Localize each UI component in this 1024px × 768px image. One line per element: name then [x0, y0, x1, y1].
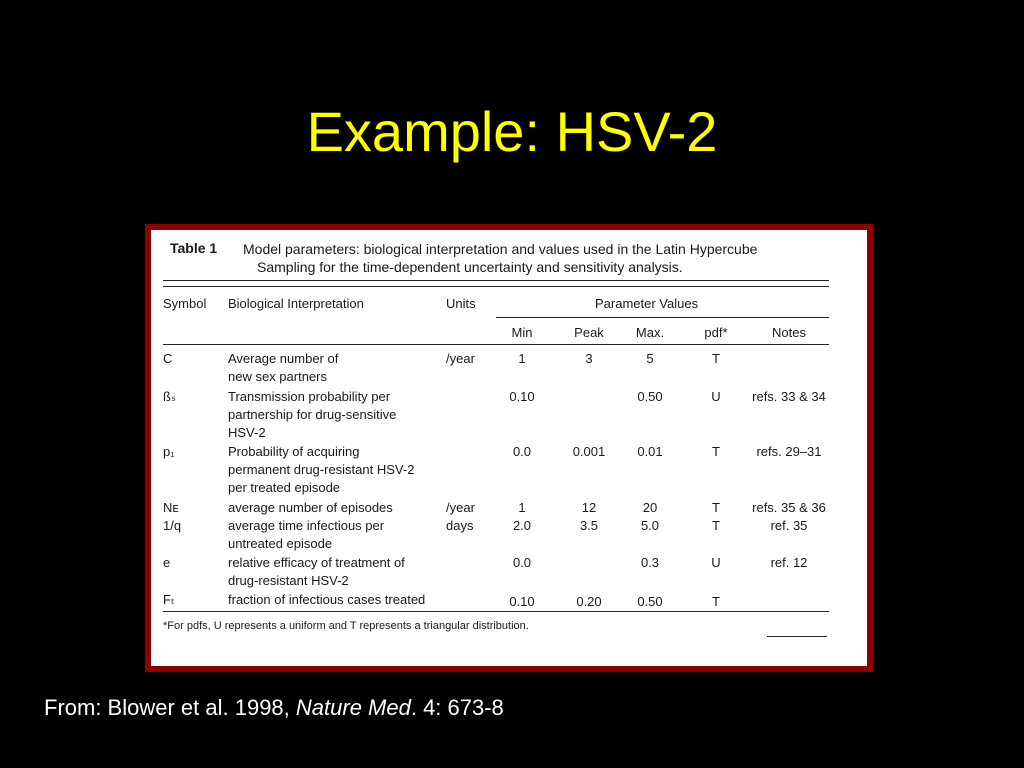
row-bs-max: 0.50: [637, 389, 663, 404]
source-prefix: From: Blower et al. 1998,: [44, 695, 296, 720]
slide-title: Example: HSV-2: [306, 100, 718, 163]
row-e-interp: drug-resistant HSV-2: [228, 573, 349, 588]
row-q-peak: 3.5: [579, 518, 599, 533]
row-ft-pdf: T: [712, 594, 720, 609]
header-peak: Peak: [574, 325, 604, 340]
row-e-symbol: e: [163, 555, 171, 570]
row-ft-peak: 0.20: [576, 594, 602, 609]
row-p1-min: 0.0: [512, 444, 532, 459]
row-bs-interp: partnership for drug-sensitive: [228, 407, 397, 422]
row-ne-notes: refs. 35 & 36: [752, 500, 826, 515]
row-c-max: 5: [646, 351, 654, 366]
row-ne-min: 1: [518, 500, 526, 515]
row-q-notes: ref. 35: [770, 518, 808, 533]
header-pdf: pdf*: [704, 325, 728, 340]
rule-top-2: [163, 286, 829, 287]
row-bs-pdf: U: [711, 389, 721, 404]
rule-footnote: [767, 636, 827, 637]
row-q-symbol: 1/q: [163, 518, 182, 533]
row-c-peak: 3: [585, 351, 593, 366]
row-bs-interp: Transmission probability per: [228, 389, 391, 404]
row-ft-min: 0.10: [509, 594, 535, 609]
rule-top: [163, 280, 829, 281]
row-c-units: /year: [446, 351, 475, 366]
header-symbol: Symbol: [163, 296, 207, 311]
table-image-frame: [145, 224, 873, 672]
row-ne-symbol: Nᴇ: [163, 500, 179, 515]
rule-header-bottom: [163, 344, 829, 345]
row-q-units: days: [446, 518, 474, 533]
row-ft-interp: fraction of infectious cases treated: [228, 592, 426, 607]
row-bs-notes: refs. 33 & 34: [752, 389, 826, 404]
row-ne-pdf: T: [712, 500, 720, 515]
header-interpretation: Biological Interpretation: [228, 296, 364, 311]
header-min: Min: [511, 325, 533, 340]
row-ne-units: /year: [446, 500, 475, 515]
row-p1-notes: refs. 29–31: [756, 444, 822, 459]
row-ft-symbol: Fₜ: [163, 592, 175, 607]
table-label: Table 1: [170, 240, 218, 256]
row-bs-interp: HSV-2: [228, 425, 266, 440]
row-c-symbol: C: [163, 351, 173, 366]
row-q-interp: untreated episode: [228, 536, 333, 551]
row-c-pdf: T: [712, 351, 720, 366]
row-q-interp: average time infectious per: [228, 518, 385, 533]
rule-param-values: [496, 317, 829, 318]
row-ne-peak: 12: [581, 500, 597, 515]
row-e-interp: relative efficacy of treatment of: [228, 555, 405, 570]
row-p1-symbol: p₁: [163, 444, 175, 459]
table-paper: [151, 230, 867, 666]
row-p1-pdf: T: [712, 444, 720, 459]
row-c-interp: Average number of: [228, 351, 339, 366]
row-bs-min: 0.10: [509, 389, 535, 404]
table-footnote: *For pdfs, U represents a uniform and T represents a triangular distribution.: [163, 620, 529, 632]
row-c-interp: new sex partners: [228, 369, 327, 384]
rule-body-bottom: [163, 611, 829, 612]
row-p1-peak: 0.001: [572, 444, 606, 459]
table-caption-line2: Sampling for the time-dependent uncertainty and sensitivity analysis.: [257, 259, 683, 275]
row-ft-max: 0.50: [637, 594, 663, 609]
row-e-min: 0.0: [512, 555, 532, 570]
row-ne-max: 20: [642, 500, 658, 515]
source-suffix: . 4: 673-8: [410, 695, 504, 720]
row-p1-interp: permanent drug-resistant HSV-2: [228, 462, 415, 477]
row-c-min: 1: [518, 351, 526, 366]
header-max: Max.: [635, 325, 665, 340]
row-p1-interp: per treated episode: [228, 480, 341, 495]
row-ne-interp: average number of episodes: [228, 500, 393, 515]
row-e-notes: ref. 12: [770, 555, 808, 570]
row-e-pdf: U: [711, 555, 721, 570]
source-citation: [44, 694, 504, 722]
table-caption-line1: Model parameters: biological interpretation and values used in the Latin Hypercube: [243, 241, 758, 257]
row-q-pdf: T: [712, 518, 720, 533]
source-journal: Nature Med: [295, 695, 411, 720]
row-e-max: 0.3: [640, 555, 660, 570]
row-p1-max: 0.01: [637, 444, 663, 459]
header-units: Units: [446, 296, 476, 311]
row-p1-interp: Probability of acquiring: [228, 444, 360, 459]
header-parameter-values: Parameter Values: [595, 296, 699, 311]
header-notes: Notes: [772, 325, 806, 340]
row-bs-symbol: ßₛ: [163, 389, 176, 404]
row-q-min: 2.0: [512, 518, 532, 533]
row-q-max: 5.0: [640, 518, 660, 533]
